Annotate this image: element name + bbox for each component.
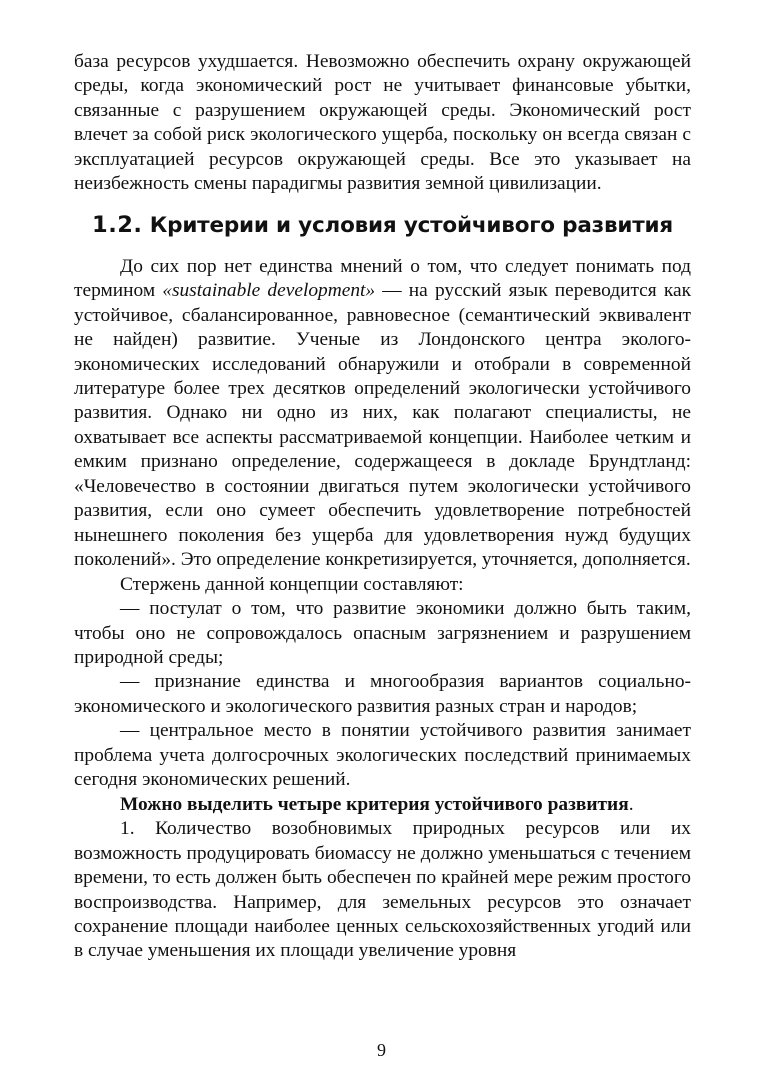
intro-paragraph [74, 255, 691, 573]
intro-text-start: До сих пор нет единства мнений о том, что следует понимать под термином [74, 255, 691, 302]
section-title: Критерии и условия устойчивого развития [149, 212, 673, 238]
criteria-heading: Можно выделить четыре критерия устойчивого развития [120, 793, 629, 815]
page-number: 9 [377, 1040, 386, 1060]
core-item-postulate: — постулат о том, что развитие экономики должно быть таким, чтобы оно не сопровождалось опасным загрязнением и разрушением природной среды; [74, 598, 691, 668]
criterion-1: 1. Количество возобновимых природных ресурсов или их возможность продуцировать биомассу не должно уменьшаться с течением времени, то есть должен быть обеспечен по крайней мере режим простого воспроизводства. Например, для земельных ресурсов это означает сохранение площади наиболее ценных сельскохозяйственных угодий или в случае уменьшения их площади увеличение уровня [74, 818, 691, 962]
section-heading [74, 211, 691, 240]
top-paragraph: база ресурсов ухудшается. Невозможно обеспечить охрану окружающей среды, когда экономический рост не учитывает финансовые убытки, связанные с разрушением окружающей среды. Экономический рост влечет за собой риск экологического ущерба, поскольку он всегда связан с эксплуатацией ресурсов окружающей среды. Все это указывает на неизбежность смены парадигмы развития земной цивилизации. [74, 51, 691, 195]
criteria-heading-period: . [628, 793, 634, 815]
term-sustainable-development: «sustainable development» [162, 280, 376, 302]
intro-text-end: — на русский язык переводится как устойчивое, сбалансированное, равновесное (семантический эквивалент не найден) развитие. Ученые из Лондонского центра эколого-экономических исследований обнаружили и отобрали в современной литературе более трех десятков определений экологически устойчивого развития. Однако ни одно из них, как полагают специалисты, не охватывает все аспекты рассматриваемой концепции. Наиболее четким и емким признано определение, содержащееся в докладе Брундтланд: «Человечество в состоянии двигаться путем экологически устойчивого развития, если оно сумеет обеспечить удовлетворение потребностей нынешнего поколения без ущерба для удовлетворения нужд будущих поколений». Это определение конкретизируется, уточняется, дополняется. [74, 280, 692, 571]
page-body [74, 50, 691, 964]
section-number: 1.2. [92, 211, 143, 238]
criteria-heading-line [74, 793, 691, 817]
core-item-long-term: — центральное место в понятии устойчивого развития занимает проблема учета долгосрочных экологических последствий принимаемых сегодня экономических решений. [74, 720, 691, 791]
core-item-unity: — признание единства и многообразия вариантов социально-экономического и экологического развития разных стран и народов; [74, 671, 691, 717]
core-intro: Стержень данной концепции составляют: [120, 573, 464, 595]
